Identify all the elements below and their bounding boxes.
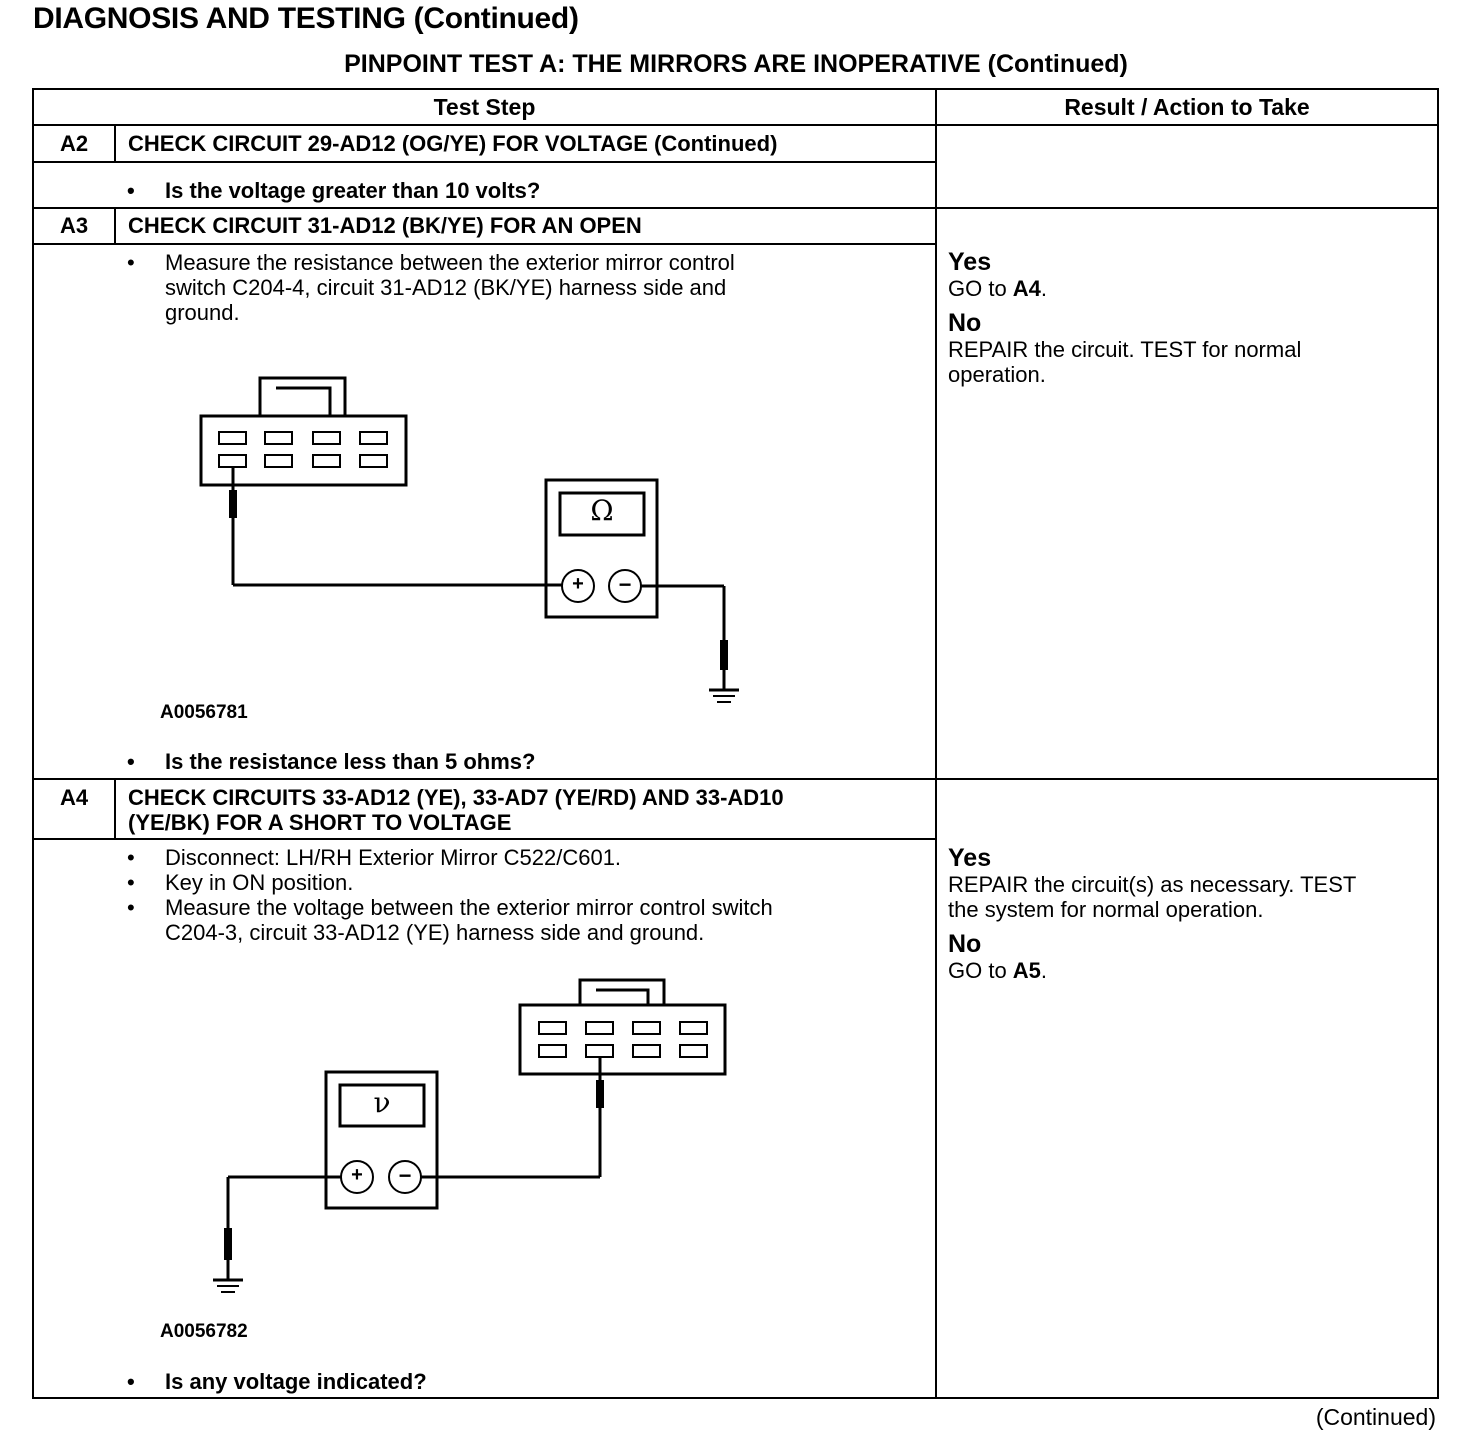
plus-terminal-icon: + bbox=[572, 573, 584, 595]
result-a3-no-action-line2: operation. bbox=[948, 362, 1046, 387]
step-title-a4-line2: (YE/BK) FOR A SHORT TO VOLTAGE bbox=[128, 810, 512, 835]
step-title-a2: CHECK CIRCUIT 29-AD12 (OG/YE) FOR VOLTAGE (Continued) bbox=[128, 131, 778, 156]
plus-terminal-icon: + bbox=[351, 1164, 363, 1186]
header-result: Result / Action to Take bbox=[1064, 94, 1310, 120]
continued-footer: (Continued) bbox=[1315, 1404, 1436, 1430]
result-a3-no-label: No bbox=[948, 309, 982, 337]
result-a4-no-label: No bbox=[948, 930, 982, 958]
bullet-icon: • bbox=[127, 749, 135, 774]
bullet-a4-disconnect: • Disconnect: LH/RH Exterior Mirror C522/C601. bbox=[127, 845, 622, 870]
minus-terminal-icon: − bbox=[398, 1163, 412, 1188]
bullet-icon: • bbox=[127, 895, 135, 920]
ground-lead-a4 bbox=[213, 1177, 341, 1292]
header-test-step: Test Step bbox=[433, 94, 536, 120]
ohm-symbol: Ω bbox=[590, 494, 614, 527]
bullet-a4-key-on: • Key in ON position. bbox=[127, 870, 354, 895]
bullet-icon: • bbox=[127, 250, 135, 275]
figure-id-a3: A0056781 bbox=[160, 702, 248, 723]
page-heading: DIAGNOSIS AND TESTING (Continued) bbox=[33, 2, 579, 35]
step-id-a3: A3 bbox=[59, 213, 89, 238]
pinpoint-test-title: PINPOINT TEST A: THE MIRRORS ARE INOPERATIVE (Continued) bbox=[344, 50, 1128, 78]
step-id-a4: A4 bbox=[59, 785, 89, 810]
bullet-icon: • bbox=[127, 178, 135, 203]
volt-symbol: ν bbox=[373, 1086, 391, 1119]
bullet-a4-measure: • Measure the voltage between the exterior mirror control switch C204-3, circuit 33-AD12 (YE) harness side and ground. bbox=[127, 895, 773, 945]
result-a4-no-action: GO to A5. bbox=[948, 958, 1048, 983]
result-a3 bbox=[948, 248, 1428, 387]
result-a4-yes-action-line1: REPAIR the circuit(s) as necessary. TEST bbox=[948, 872, 1357, 897]
step-title-a3: CHECK CIRCUIT 31-AD12 (BK/YE) FOR AN OPEN bbox=[128, 213, 642, 238]
bullet-icon: • bbox=[127, 1369, 135, 1394]
result-a3-yes-action: GO to A4. bbox=[948, 276, 1048, 301]
result-a4-yes-label: Yes bbox=[948, 844, 992, 872]
result-a4 bbox=[948, 844, 1433, 983]
minus-terminal-icon: − bbox=[618, 572, 632, 597]
step-title-a4-line1: CHECK CIRCUITS 33-AD12 (YE), 33-AD7 (YE/RD) AND 33-AD10 bbox=[128, 785, 784, 810]
figure-id-a4: A0056782 bbox=[160, 1321, 248, 1342]
bullet-a3-measure: • Measure the resistance between the exterior mirror control switch C204-4, circuit 31-AD12 (BK/YE) harness side and ground. bbox=[127, 250, 735, 325]
result-a3-yes-label: Yes bbox=[948, 248, 992, 276]
result-a4-yes-action-line2: the system for normal operation. bbox=[948, 897, 1264, 922]
bullet-icon: • bbox=[127, 870, 135, 895]
result-a3-no-action-line1: REPAIR the circuit. TEST for normal bbox=[948, 337, 1302, 362]
connector-c204-a4 bbox=[520, 980, 725, 1074]
bullet-icon: • bbox=[127, 845, 135, 870]
step-id-a2: A2 bbox=[59, 131, 89, 156]
